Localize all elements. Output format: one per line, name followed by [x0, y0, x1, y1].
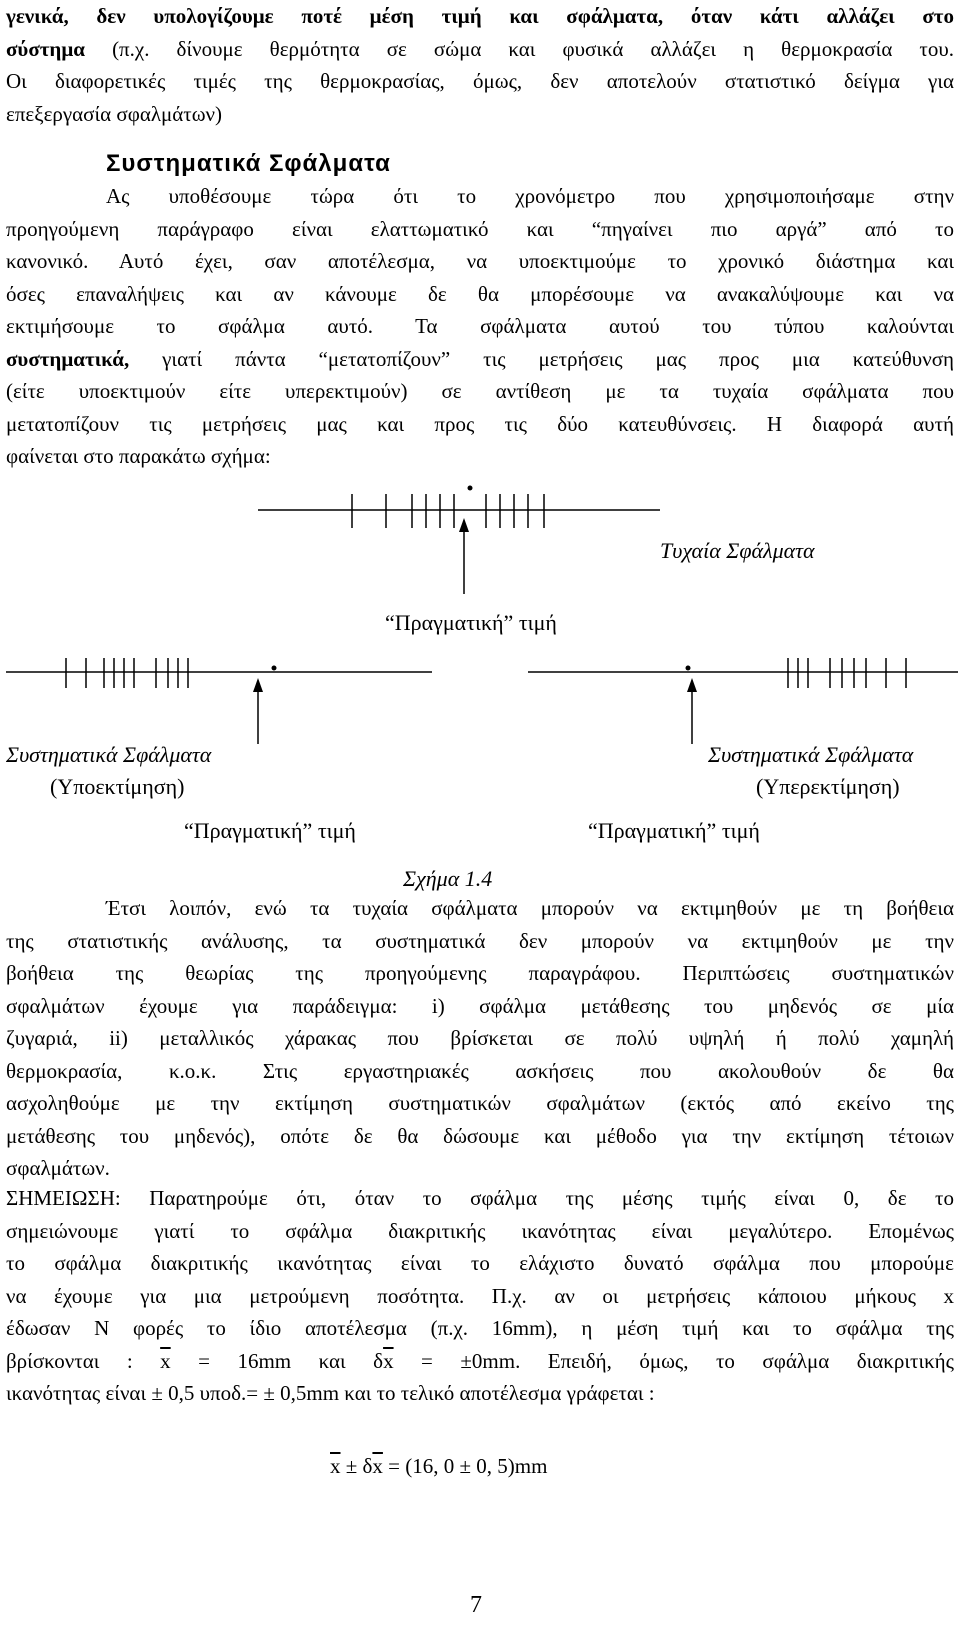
section-line-9: φαίνεται στο παρακάτω σχήμα:	[6, 444, 271, 468]
after-line-9: σφαλμάτων.	[6, 1156, 110, 1180]
final-result-formula	[330, 1454, 547, 1479]
mean-x-symbol: $\overline{x}$	[372, 1454, 383, 1478]
section-line-3: κανονικό. Αυτό έχει, σαν αποτέλεσμα, να υποεκτιμούμε το χρονικό διάστημα και	[6, 249, 954, 273]
mean-x-symbol: $\overline{x}$	[160, 1348, 171, 1373]
arrow-head	[253, 678, 263, 692]
after-line-1: Έτσι λοιπόν, ενώ τα τυχαία σφάλματα μπορούν να εκτιμηθούν με τη βοήθεια	[106, 896, 954, 920]
note-line-3: το σφάλμα διακριτικής ικανότητας είναι το ελάχιστο δυνατό σφάλμα που μπορούμε	[6, 1251, 954, 1275]
random-errors-label: Τυχαία Σφάλματα	[660, 538, 815, 563]
intro-line-4: επεξεργασία σφαλμάτων)	[6, 101, 223, 126]
true-value-label: “Πραγματική” τιμή	[385, 610, 557, 635]
formula-part: = (16, 0 ± 0, 5)mm	[382, 1454, 548, 1478]
after-line-8: μετάθεσης του μηδενός), οπότε δε θα δώσουμε και μέθοδο για την εκτίμηση τέτοιων	[6, 1123, 954, 1148]
note-line-6-part: = 16mm και δ	[170, 1348, 384, 1373]
random-errors-scale	[258, 494, 660, 594]
underestimate-sublabel: (Υποεκτίμηση)	[50, 774, 185, 799]
section-line-2: προηγούμενη παράγραφο είναι ελαττωματικό και “πηγαίνει πιο αργά” από το	[6, 216, 954, 241]
section-line-4: όσες επαναλήψεις και αν κάνουμε δε θα μπορέσουμε να ανακαλύψουμε και να	[6, 281, 954, 306]
error-figure	[0, 470, 960, 860]
left-true-value-label: “Πραγματική” τιμή	[184, 818, 356, 843]
right-true-value-label: “Πραγματική” τιμή	[588, 818, 760, 843]
overestimate-sublabel: (Υπερεκτίμηση)	[756, 774, 900, 799]
arrow-head	[687, 678, 697, 692]
formula-part: ± δ	[340, 1454, 373, 1478]
section-line-8: μετατοπίζουν τις μετρήσεις μας και προς τις δύο κατευθύνσεις. Η διαφορά αυτή	[6, 411, 954, 436]
mean-x-symbol: $\overline{x}$	[330, 1454, 341, 1478]
intro-paragraph	[6, 0, 954, 130]
section-paragraph	[6, 180, 954, 473]
note-line-2: σημειώνουμε γιατί το σφάλμα διακριτικής ικανότητας είναι μεγαλύτερο. Επομένως	[6, 1218, 954, 1243]
page-number: 7	[470, 1592, 482, 1618]
after-figure-paragraph	[6, 892, 954, 1185]
note-line-6-part: βρίσκονται :	[6, 1348, 161, 1373]
intro-line-1: γενικά, δεν υπολογίζουμε ποτέ μέση τιμή και σφάλματα, όταν κάτι αλλάζει στο	[6, 4, 954, 28]
section-line-1: Ας υποθέσουμε τώρα ότι το χρονόμετρο που χρησιμοποιήσαμε στην	[106, 184, 954, 208]
section-heading: Συστηματικά Σφάλματα	[106, 150, 391, 177]
intro-line-2-bold: σύστημα	[6, 36, 85, 61]
intro-line-2: (π.χ. δίνουμε θερμότητα σε σώμα και φυσικά αλλάζει η θερμοκρασία του.	[84, 36, 954, 61]
section-line-6: γιατί πάντα “μετατοπίζουν” τις μετρήσεις μας προς μια κατεύθυνση	[129, 346, 954, 371]
note-line-5: έδωσαν N φορές το ίδιο αποτέλεσμα (π.χ. 16mm), η μέση τιμή και το σφάλμα της	[6, 1316, 954, 1340]
figure-caption: Σχήμα 1.4	[403, 866, 493, 891]
after-line-2: της στατιστικής ανάλυσης, τα συστηματικά δεν μπορούν να εκτιμηθούν με την	[6, 928, 954, 953]
after-line-5: ζυγαριά, ii) μεταλλικός χάρακας που βρίσκεται σε πολύ υψηλή ή πολύ χαμηλή	[6, 1026, 954, 1050]
note-line-6-part: = ±0mm. Επειδή, όμως, το σφάλμα διακριτικής	[393, 1348, 954, 1373]
true-value-dot	[468, 486, 473, 491]
section-line-6-bold: συστηματικά,	[6, 346, 130, 371]
left-true-value-dot	[272, 666, 277, 671]
section-line-7: (είτε υποεκτιμούν είτε υπερεκτιμούν) σε αντίθεση με τα τυχαία σφάλματα που	[6, 379, 954, 403]
overestimate-label: Συστηματικά Σφάλματα	[708, 742, 914, 767]
note-line-1: ΣΗΜΕΙΩΣΗ: Παρατηρούμε ότι, όταν το σφάλμα της μέσης τιμής είναι 0, δε το	[6, 1186, 954, 1210]
note-line-4: να έχουμε για μια μετρούμενη ποσότητα. Π.χ. αν οι μετρήσεις κάποιου μήκους x	[6, 1283, 954, 1308]
after-line-4: σφαλμάτων έχουμε για παράδειγμα: i) σφάλμα μετάθεσης του μηδενός σε μία	[6, 993, 954, 1018]
underestimate-label: Συστηματικά Σφάλματα	[6, 742, 212, 767]
right-true-value-dot	[686, 666, 691, 671]
after-line-3: βοήθεια της θεωρίας της προηγούμενης παραγράφου. Περιπτώσεις συστηματικών	[6, 961, 954, 985]
underestimate-scale	[6, 658, 432, 744]
section-line-5: εκτιμήσουμε το σφάλμα αυτό. Τα σφάλματα αυτού του τύπου καλούνται	[6, 314, 954, 338]
after-line-7: ασχοληθούμε με την εκτίμηση συστηματικών σφαλμάτων (εκτός από εκείνο της	[6, 1091, 954, 1115]
note-line-7: ικανότητας είναι ± 0,5 υποδ.= ± 0,5mm και το τελικό αποτέλεσμα γράφεται :	[6, 1381, 655, 1405]
overestimate-scale	[528, 658, 958, 744]
mean-x-symbol: $\overline{x}$	[383, 1348, 394, 1373]
after-line-6: θερμοκρασία, κ.ο.κ. Στις εργαστηριακές ασκήσεις που ακολουθούν δε θα	[6, 1058, 954, 1083]
intro-line-3: Οι διαφορετικές τιμές της θερμοκρασίας, όμως, δεν αποτελούν στατιστικό δείγμα για	[6, 69, 954, 93]
arrow-head	[459, 518, 469, 532]
note-line-6	[6, 1345, 954, 1378]
note-paragraph	[6, 1182, 954, 1410]
